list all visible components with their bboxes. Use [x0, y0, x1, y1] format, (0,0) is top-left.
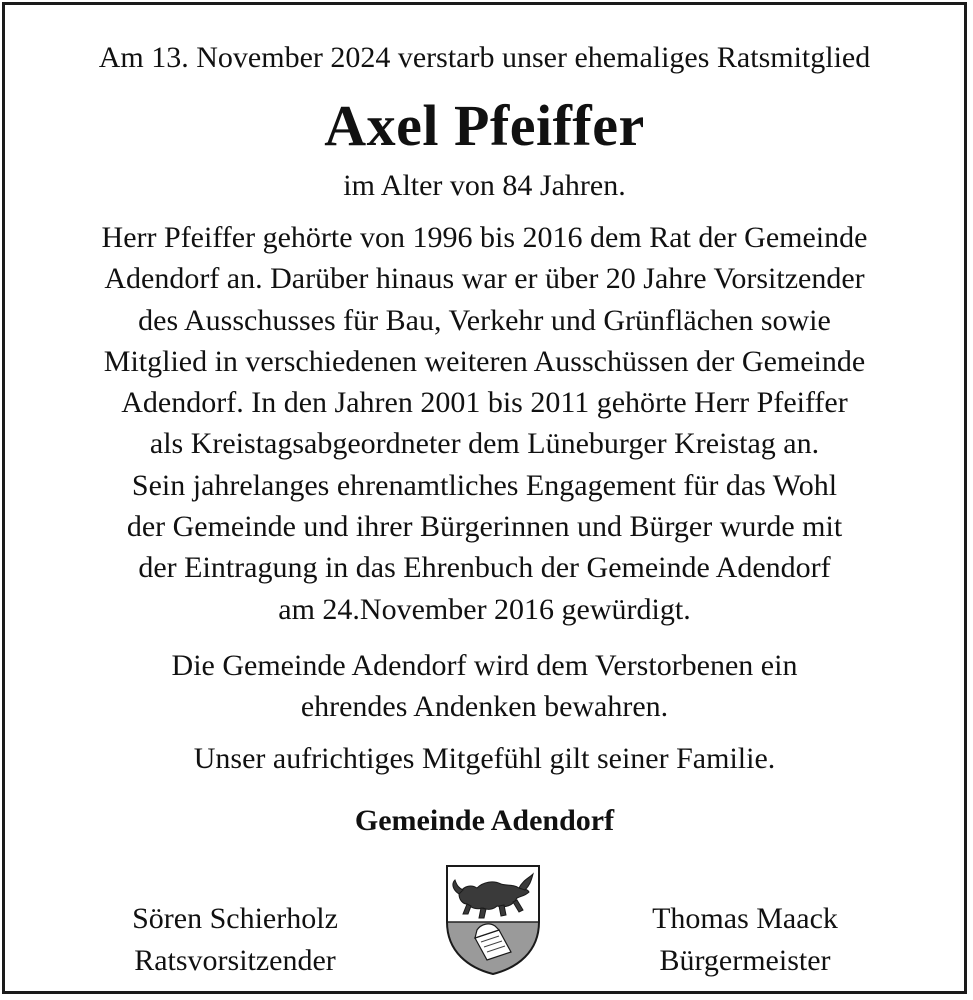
- age-line: im Alter von 84 Jahren.: [343, 169, 626, 202]
- organization-name: Gemeinde Adendorf: [354, 804, 615, 837]
- obituary-notice: [2, 2, 967, 994]
- tribute-line: als Kreistagsabgeordneter dem Lüneburger Kreistag an.: [149, 427, 820, 461]
- closing-paragraph: [5, 645, 964, 727]
- closing-line: Die Gemeinde Adendorf wird dem Verstorbenen ein: [171, 649, 798, 682]
- tribute-line: Mitglied in verschiedenen weiteren Ausschüssen der Gemeinde: [103, 344, 866, 378]
- tribute-line: Herr Pfeiffer gehörte von 1996 bis 2016 dem Rat der Gemeinde: [101, 221, 868, 254]
- signer-council-chair: [85, 898, 385, 982]
- tribute-paragraph: [5, 217, 964, 630]
- signer-name: Thomas Maack: [652, 902, 838, 935]
- closing-line: ehrendes Andenken bewahren.: [300, 690, 669, 723]
- tribute-line: der Gemeinde und ihrer Bürgerinnen und Bürger wurde mit: [126, 510, 843, 544]
- tribute-line: Sein jahrelanges ehrenamtliches Engagement für das Wohl: [131, 468, 838, 502]
- signer-role: Bürgermeister: [659, 944, 831, 977]
- intro-text: Am 13. November 2024 verstarb unser ehemaliges Ratsmitglied: [98, 41, 871, 74]
- tribute-line: der Eintragung in das Ehrenbuch der Gemeinde Adendorf: [138, 551, 831, 585]
- tribute-line: Adendorf. In den Jahren 2001 bis 2011 gehörte Herr Pfeiffer: [121, 386, 848, 420]
- signer-name: Sören Schierholz: [132, 902, 338, 935]
- sympathy-line: Unser aufrichtiges Mitgefühl gilt seiner Familie.: [193, 742, 776, 775]
- deceased-name: Axel Pfeiffer: [324, 93, 645, 158]
- tribute-line: des Ausschusses für Bau, Verkehr und Grünflächen sowie: [138, 303, 831, 337]
- tribute-line: Adendorf an. Darüber hinaus war er über 20 Jahre Vorsitzender: [104, 262, 865, 296]
- signer-role: Ratsvorsitzender: [134, 944, 336, 977]
- coat-of-arms-icon: [441, 860, 545, 978]
- tribute-line: am 24.November 2016 gewürdigt.: [278, 592, 691, 626]
- signer-mayor: [595, 898, 895, 982]
